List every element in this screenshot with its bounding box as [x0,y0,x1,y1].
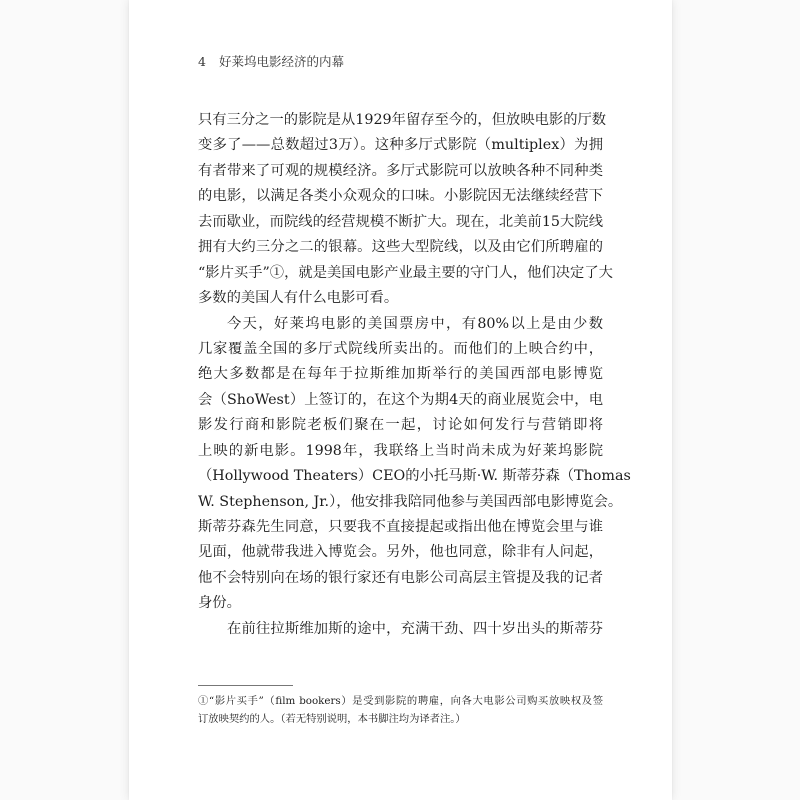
body-line: 只有三分之一的影院是从1929年留存至今的，但放映电影的厅数 [198,112,607,128]
body-line: 会（ShoWest）上签订的，在这个为期4天的商业展览会中，电 [198,391,603,408]
body-line: 绝大多数都是在每年于拉斯维加斯举行的美国西部电影博览 [198,366,603,383]
footnote-line: 订放映契约的人。（若无特别说明，本书脚注均为译者注。） [198,713,466,725]
footnote-divider [198,685,293,686]
body-line: 斯蒂芬森先生同意，只要我不直接提起或指出他在博览会里与谁 [198,519,603,535]
footnote-line: ①“影片买手”（film bookers）是受到影院的聘雇，向各大电影公司购买放映权及签 [198,695,603,707]
body-line: 几家覆盖全国的多厅式院线所卖出的。而他们的上映合约中， [198,340,603,357]
body-line: 上映的新电影。1998年，我联络上当时尚未成为好莱坞影院 [198,442,603,459]
body-line: 他不会特别向在场的银行家还有电影公司高层主管提及我的记者 [198,569,603,586]
body-line: （Hollywood Theaters）CEO的小托马斯·W. 斯蒂芬森（Thomas [198,468,631,485]
paragraph-first-line: 在前往拉斯维加斯的途中，充满干劲、四十岁出头的斯蒂芬 [227,620,603,637]
body-line: 有者带来了可观的规模经济。多厅式影院可以放映各种不同种类 [198,162,603,179]
body-text [198,108,631,642]
body-line: 影发行商和影院老板们聚在一起，讨论如何发行与营销即将 [198,417,603,434]
running-header [198,52,344,70]
body-line: 多数的美国人有什么电影可看。 [198,290,399,307]
body-line: 拥有大约三分之二的银幕。这些大型院线，以及由它们所聘雇的 [198,239,603,256]
body-line: 见面，他就带我进入博览会。另外，他也同意，除非有人问起， [198,544,603,561]
paragraph-first-line: 今天，好莱坞电影的美国票房中，有80%以上是由少数 [227,315,603,332]
body-line: 去而歇业，而院线的经营规模不断扩大。现在，北美前15大院线 [198,213,603,230]
body-line: 的电影，以满足各类小众观众的口味。小影院因无法继续经营下 [198,188,603,205]
body-line: W. Stephenson, Jr.），他安排我陪同他参与美国西部电影博览会。 [198,493,623,510]
body-line: “影片买手”①，就是美国电影产业最主要的守门人，他们决定了大 [198,264,613,281]
running-title: 好莱坞电影经济的内幕 [218,54,344,69]
page-number: 4 [198,54,206,69]
footnote [198,692,603,728]
body-line: 变多了——总数超过3万）。这种多厅式影院（multiplex）为拥 [198,137,603,154]
book-page [129,0,672,800]
body-line: 身份。 [198,595,241,612]
